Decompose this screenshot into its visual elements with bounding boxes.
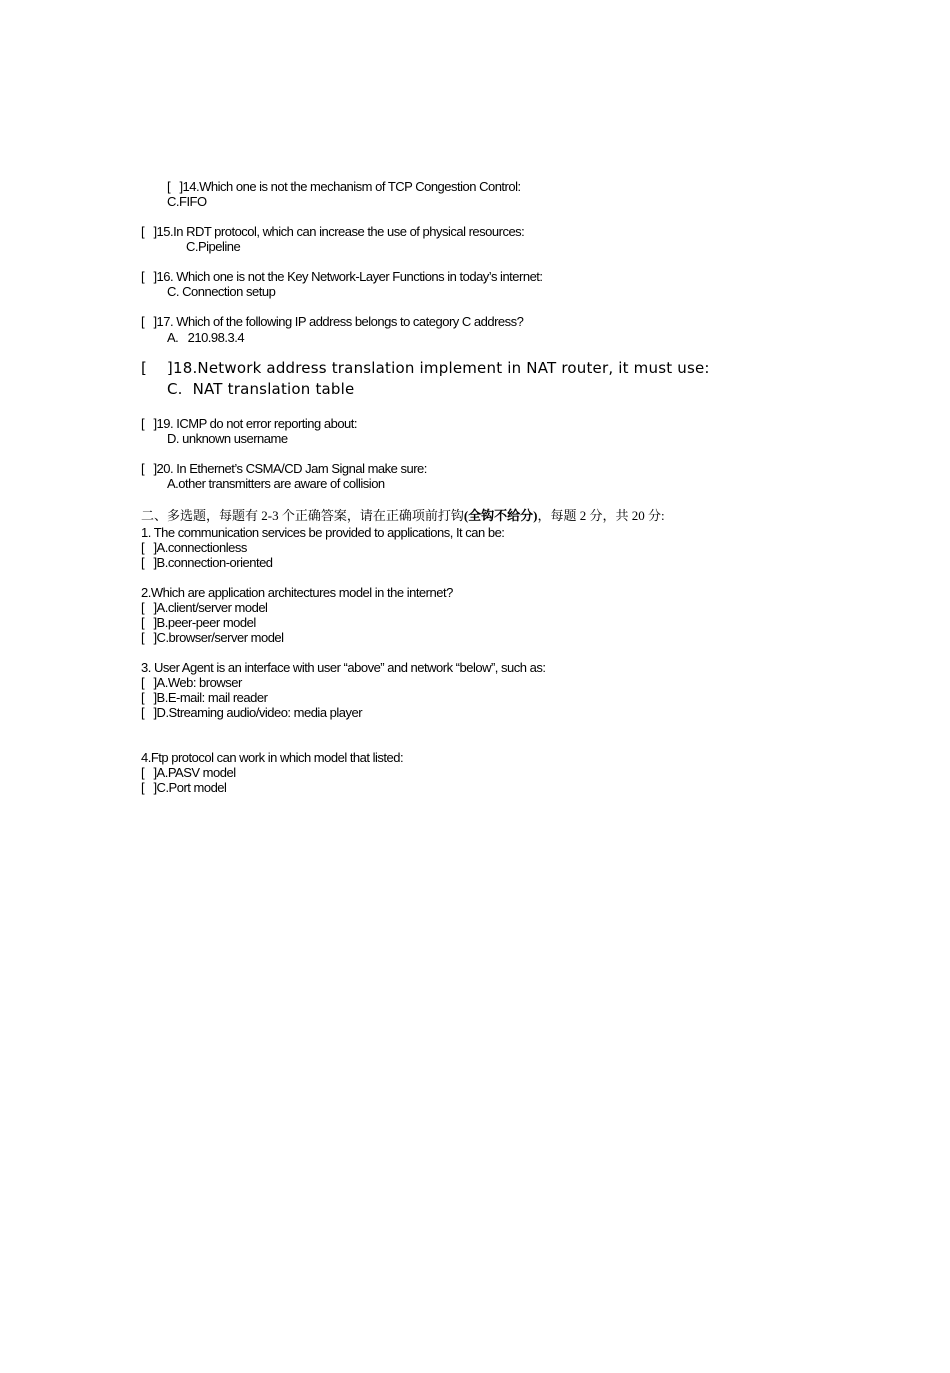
multi-question-2-option-c: [ ]C.browser/server model [141, 630, 284, 645]
multi-question-4-option-c: [ ]C.Port model [141, 780, 227, 795]
heading-bold-note: (全钩不给分) [463, 508, 538, 523]
question-19-answer: D. unknown username [167, 431, 288, 446]
question-18-answer: C. NAT translation table [167, 380, 355, 398]
multi-choice-heading [141, 508, 665, 524]
multi-question-3-option-d: [ ]D.Streaming audio/video: media player [141, 705, 363, 720]
question-19-text: [ ]19. ICMP do not error reporting about: [141, 416, 357, 431]
multi-question-1-option-a: [ ]A.connectionless [141, 540, 247, 555]
question-20-answer: A.other transmitters are aware of collision [167, 476, 385, 491]
question-15-answer: C.Pipeline [186, 239, 241, 254]
multi-question-3-option-b: [ ]B.E-mail: mail reader [141, 690, 268, 705]
question-14-text: [ ]14.Which one is not the mechanism of TCP Congestion Control: [167, 179, 521, 194]
question-14-answer: C.FIFO [167, 194, 207, 209]
question-18-text: [ ]18.Network address translation implement in NAT router, it must use: [141, 359, 710, 377]
heading-part-1: 二、多选题，每题有 2-3 个正确答案，请在正确项前打钩 [141, 508, 464, 523]
question-16-text: [ ]16. Which one is not the Key Network-Layer Functions in today’s internet: [141, 269, 543, 284]
multi-question-2-option-b: [ ]B.peer-peer model [141, 615, 256, 630]
multi-question-1-text: 1. The communication services be provided to applications, It can be: [141, 525, 505, 540]
multi-question-2-text: 2.Which are application architectures model in the internet? [141, 585, 453, 600]
question-16-answer: C. Connection setup [167, 284, 276, 299]
multi-question-4-text: 4.Ftp protocol can work in which model that listed: [141, 750, 404, 765]
question-17-text: [ ]17. Which of the following IP address belongs to category C address? [141, 314, 524, 329]
multi-question-1-option-b: [ ]B.connection-oriented [141, 555, 273, 570]
question-15-text: [ ]15.In RDT protocol, which can increase the use of physical resources: [141, 224, 525, 239]
question-17-answer: A. 210.98.3.4 [167, 330, 245, 345]
heading-part-2: ，每题 2 分，共 20 分: [537, 508, 665, 523]
question-20-text: [ ]20. In Ethernet’s CSMA/CD Jam Signal make sure: [141, 461, 427, 476]
multi-question-3-option-a: [ ]A.Web: browser [141, 675, 242, 690]
multi-question-4-option-a: [ ]A.PASV model [141, 765, 236, 780]
multi-question-2-option-a: [ ]A.client/server model [141, 600, 268, 615]
multi-question-3-text: 3. User Agent is an interface with user “above” and network “below”, such as: [141, 660, 546, 675]
